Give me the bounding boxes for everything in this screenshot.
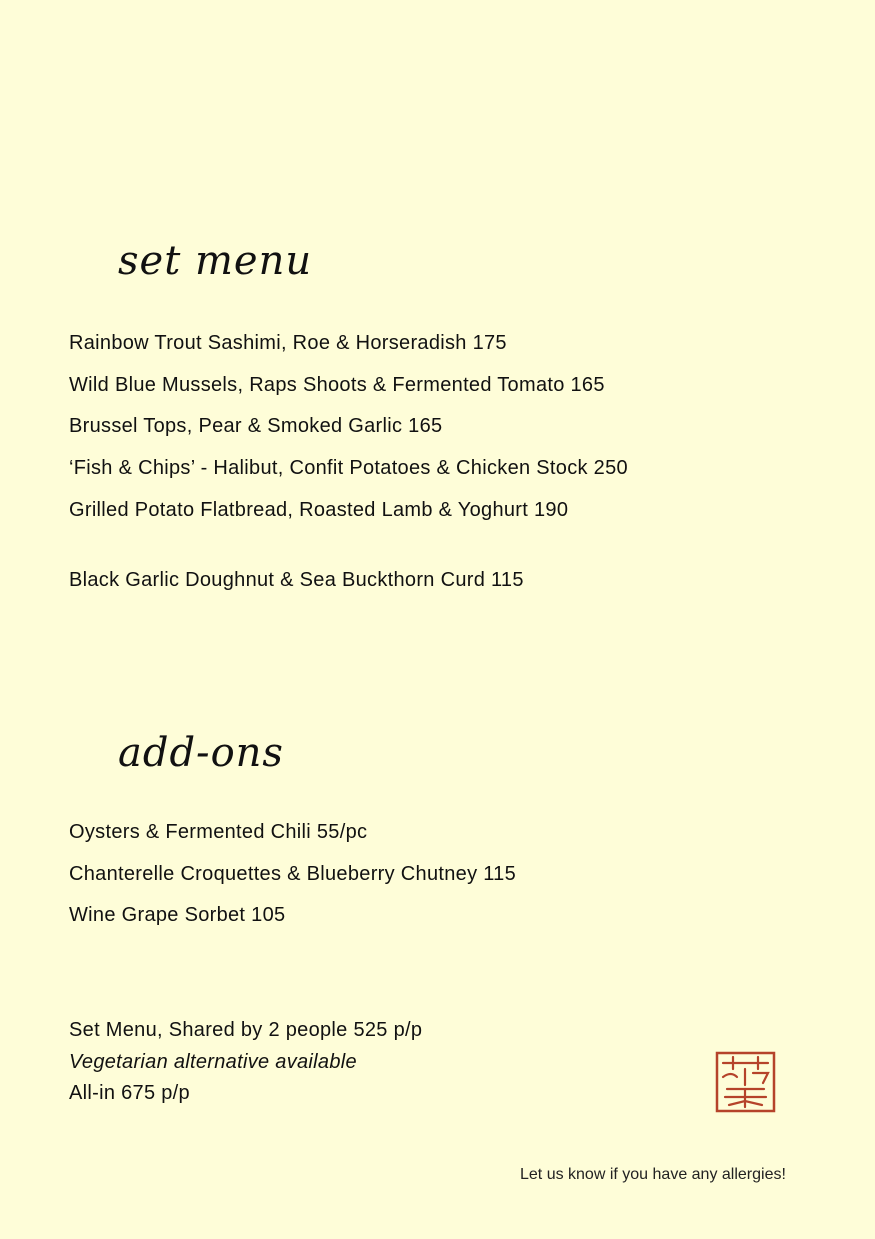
price-summary [69, 1017, 422, 1112]
menu-item: Grilled Potato Flatbread, Roasted Lamb & Yoghurt 190 [69, 498, 569, 521]
all-in-price: All-in 675 p/p [69, 1082, 190, 1104]
addon-item: Wine Grape Sorbet 105 [69, 904, 286, 927]
menu-item: Wild Blue Mussels, Raps Shoots & Fermented Tomato 165 [69, 373, 605, 396]
menu-item: Brussel Tops, Pear & Smoked Garlic 165 [69, 415, 443, 438]
seal-stamp-icon [715, 1051, 776, 1113]
set-menu-list [69, 330, 628, 538]
addons-list [69, 819, 516, 944]
dessert-item: Black Garlic Doughnut & Sea Buckthorn Curd 115 [69, 569, 524, 591]
menu-item: Rainbow Trout Sashimi, Roe & Horseradish 175 [69, 332, 507, 354]
set-menu-heading: set menu [118, 238, 313, 284]
set-menu-price: Set Menu, Shared by 2 people 525 p/p [69, 1019, 423, 1041]
vegetarian-note: Vegetarian alternative available [69, 1050, 357, 1073]
addon-item: Oysters & Fermented Chili 55/pc [69, 821, 368, 843]
addon-item: Chanterelle Croquettes & Blueberry Chutney 115 [69, 862, 517, 885]
allergy-note: Let us know if you have any allergies! [520, 1166, 786, 1183]
menu-item: ‘Fish & Chips’ - Halibut, Confit Potatoes & Chicken Stock 250 [69, 457, 628, 480]
addons-heading: add-ons [118, 730, 284, 776]
